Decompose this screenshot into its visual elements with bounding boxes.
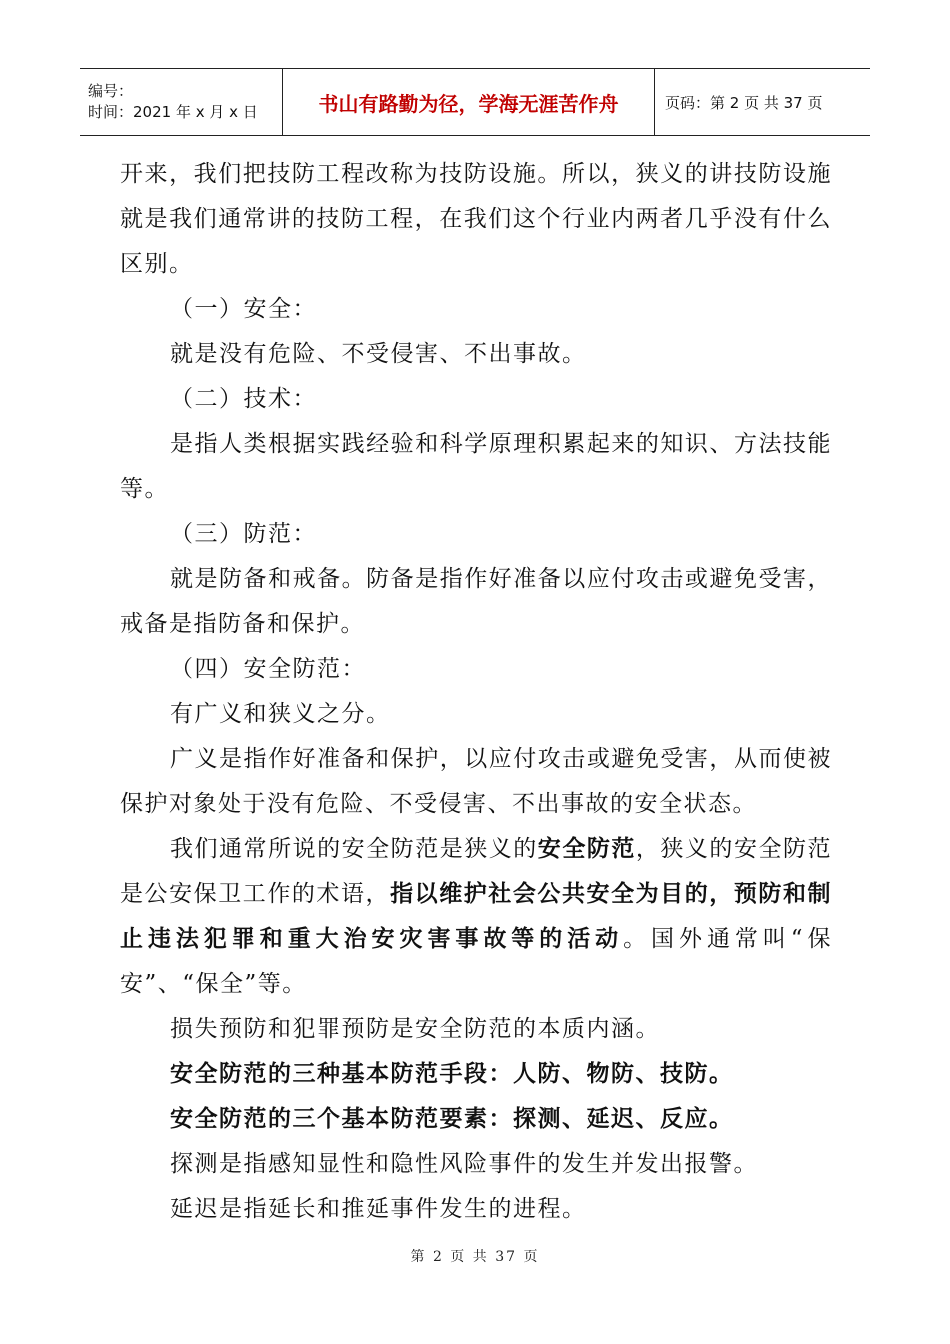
header-page-info	[655, 69, 870, 135]
paragraph: 是指人类根据实践经验和科学原理积累起来的知识、方法技能等。	[120, 431, 832, 502]
header-motto	[283, 69, 655, 135]
bold-paragraph: 安全防范的三种基本防范手段：人防、物防、技防。	[170, 1061, 734, 1087]
paragraph-definition	[120, 827, 832, 1007]
paragraph: 开来，我们把技防工程改称为技防设施。所以，狭义的讲技防设施就是我们通常讲的技防工程，在我们这个行业内两者几乎没有什么区别。	[120, 161, 832, 277]
paragraph: 就是没有危险、不受侵害、不出事故。	[170, 341, 587, 367]
section-heading: （二）技术：	[170, 386, 317, 412]
text-run: ，狭义的安全防范是公安保卫工作的术语，	[120, 836, 833, 907]
bold-definition: 指以维护社会公共安全为目的，预防和制止违法犯罪和重大治安灾害事故等的活动	[120, 881, 833, 952]
paragraph: 探测是指感知显性和隐性风险事件的发生并发出报警。	[170, 1151, 758, 1177]
paragraph: 延迟是指延长和推延事件发生的进程。	[170, 1196, 587, 1222]
paragraph: 损失预防和犯罪预防是安全防范的本质内涵。	[170, 1016, 660, 1042]
page-info-text: 页码：第 2 页 共 37 页	[665, 93, 823, 112]
section-heading: （三）防范：	[170, 521, 317, 547]
document-date: 时间：2021 年 x 月 x 日	[88, 103, 258, 121]
paragraph: 就是防备和戒备。防备是指作好准备以应付攻击或避免受害，戒备是指防备和保护。	[120, 566, 832, 637]
bold-paragraph: 安全防范的三个基本防范要素：探测、延迟、反应。	[170, 1106, 734, 1132]
paragraph: 广义是指作好准备和保护，以应付攻击或避免受害，从而使被保护对象处于没有危险、不受侵害、不出事故的安全状态。	[120, 746, 832, 817]
document-body	[120, 152, 832, 1232]
text-run: 。国外通常叫“保安”、“保全”等。	[120, 926, 832, 997]
document-number-label: 编号：	[88, 82, 134, 100]
text-run: 我们通常所说的安全防范是狭义的	[170, 836, 538, 862]
paragraph: 有广义和狭义之分。	[170, 701, 391, 727]
bold-term: 安全防范	[537, 836, 636, 862]
motto-text: 书山有路勤为径，学海无涯苦作舟	[318, 91, 619, 116]
page-footer	[0, 1246, 950, 1266]
page-header	[80, 68, 870, 136]
footer-page-number: 第 2 页 共 37 页	[410, 1249, 540, 1265]
section-heading: （一）安全：	[170, 296, 317, 322]
section-heading: （四）安全防范：	[170, 656, 366, 682]
header-meta	[80, 69, 283, 135]
